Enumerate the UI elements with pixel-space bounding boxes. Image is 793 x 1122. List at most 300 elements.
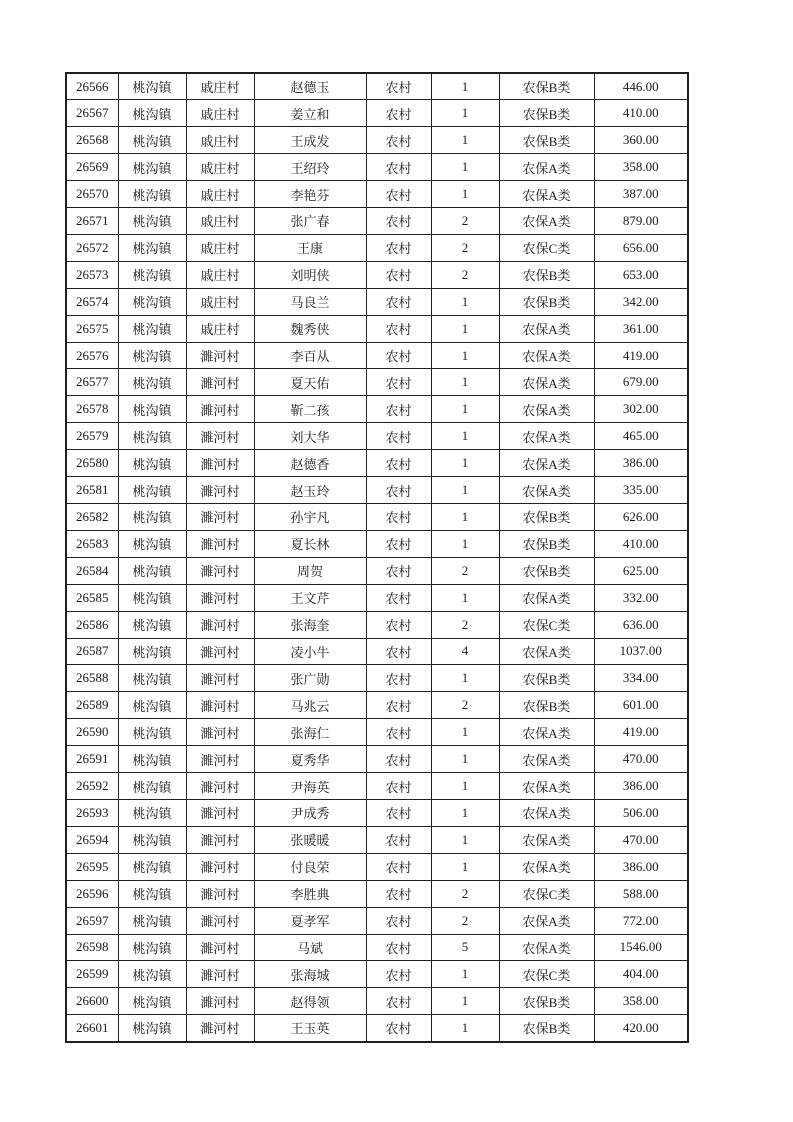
table-cell: 1 [431, 961, 499, 988]
table-cell: 濉河村 [186, 584, 254, 611]
table-cell: 戚庄村 [186, 315, 254, 342]
table-cell: 农村 [366, 773, 431, 800]
table-cell: 农村 [366, 154, 431, 181]
table-cell: 26589 [66, 692, 118, 719]
table-cell: 农保B类 [499, 504, 594, 531]
table-row [66, 557, 688, 584]
table-cell: 农保B类 [499, 73, 594, 100]
table-cell: 2 [431, 261, 499, 288]
table-cell: 桃沟镇 [118, 880, 186, 907]
table-cell: 桃沟镇 [118, 154, 186, 181]
table-cell: 1 [431, 504, 499, 531]
table-cell: 农保B类 [499, 288, 594, 315]
table-cell: 桃沟镇 [118, 611, 186, 638]
table-cell: 农村 [366, 396, 431, 423]
table-cell: 410.00 [594, 100, 688, 127]
table-cell: 靳二孩 [254, 396, 366, 423]
table-cell: 尹海英 [254, 773, 366, 800]
table-cell: 桃沟镇 [118, 719, 186, 746]
table-cell: 农村 [366, 1015, 431, 1042]
table-cell: 桃沟镇 [118, 100, 186, 127]
table-cell: 1 [431, 853, 499, 880]
table-cell: 农保A类 [499, 477, 594, 504]
table-cell: 农保A类 [499, 746, 594, 773]
table-cell: 桃沟镇 [118, 181, 186, 208]
data-table-body [66, 73, 688, 1042]
table-cell: 凌小牛 [254, 638, 366, 665]
table-cell: 濉河村 [186, 988, 254, 1015]
table-cell: 孙宇凡 [254, 504, 366, 531]
table-cell: 404.00 [594, 961, 688, 988]
table-cell: 桃沟镇 [118, 208, 186, 235]
table-cell: 夏长林 [254, 530, 366, 557]
table-cell: 濉河村 [186, 853, 254, 880]
table-cell: 1 [431, 530, 499, 557]
table-row [66, 342, 688, 369]
table-cell: 1 [431, 988, 499, 1015]
table-cell: 农村 [366, 961, 431, 988]
table-cell: 4 [431, 638, 499, 665]
table-cell: 772.00 [594, 907, 688, 934]
table-cell: 王康 [254, 234, 366, 261]
table-row [66, 961, 688, 988]
table-cell: 濉河村 [186, 369, 254, 396]
table-cell: 戚庄村 [186, 100, 254, 127]
table-cell: 桃沟镇 [118, 315, 186, 342]
table-row [66, 181, 688, 208]
table-cell: 588.00 [594, 880, 688, 907]
table-cell: 334.00 [594, 665, 688, 692]
table-cell: 26599 [66, 961, 118, 988]
table-cell: 26577 [66, 369, 118, 396]
table-cell: 王成发 [254, 127, 366, 154]
table-cell: 335.00 [594, 477, 688, 504]
table-cell: 桃沟镇 [118, 342, 186, 369]
table-cell: 5 [431, 934, 499, 961]
table-cell: 桃沟镇 [118, 504, 186, 531]
table-cell: 26569 [66, 154, 118, 181]
table-cell: 农村 [366, 73, 431, 100]
table-cell: 戚庄村 [186, 261, 254, 288]
table-cell: 1 [431, 315, 499, 342]
table-cell: 濉河村 [186, 773, 254, 800]
table-cell: 桃沟镇 [118, 477, 186, 504]
table-cell: 濉河村 [186, 342, 254, 369]
table-cell: 濉河村 [186, 934, 254, 961]
table-cell: 农村 [366, 530, 431, 557]
table-cell: 1 [431, 746, 499, 773]
table-cell: 农村 [366, 665, 431, 692]
table-cell: 1 [431, 826, 499, 853]
table-cell: 桃沟镇 [118, 907, 186, 934]
table-row [66, 154, 688, 181]
table-cell: 1 [431, 396, 499, 423]
table-cell: 1 [431, 773, 499, 800]
table-cell: 濉河村 [186, 907, 254, 934]
table-row [66, 880, 688, 907]
table-row [66, 261, 688, 288]
table-cell: 1 [431, 127, 499, 154]
table-cell: 农保B类 [499, 665, 594, 692]
table-cell: 濉河村 [186, 961, 254, 988]
table-cell: 农保A类 [499, 907, 594, 934]
table-cell: 农保A类 [499, 638, 594, 665]
table-cell: 桃沟镇 [118, 234, 186, 261]
table-row [66, 73, 688, 100]
table-cell: 农保A类 [499, 154, 594, 181]
table-row [66, 315, 688, 342]
table-cell: 26598 [66, 934, 118, 961]
table-cell: 桃沟镇 [118, 665, 186, 692]
table-cell: 361.00 [594, 315, 688, 342]
table-cell: 386.00 [594, 450, 688, 477]
table-cell: 桃沟镇 [118, 826, 186, 853]
table-cell: 26585 [66, 584, 118, 611]
table-cell: 342.00 [594, 288, 688, 315]
table-cell: 农保A类 [499, 826, 594, 853]
table-cell: 赵得领 [254, 988, 366, 1015]
table-cell: 26595 [66, 853, 118, 880]
table-cell: 农保B类 [499, 100, 594, 127]
table-cell: 26579 [66, 423, 118, 450]
table-cell: 2 [431, 907, 499, 934]
table-cell: 濉河村 [186, 799, 254, 826]
table-row [66, 584, 688, 611]
table-cell: 农保C类 [499, 234, 594, 261]
table-cell: 王文芹 [254, 584, 366, 611]
table-cell: 26590 [66, 719, 118, 746]
table-row [66, 934, 688, 961]
table-cell: 李胜典 [254, 880, 366, 907]
table-cell: 1 [431, 665, 499, 692]
table-cell: 26586 [66, 611, 118, 638]
table-cell: 26584 [66, 557, 118, 584]
table-cell: 农村 [366, 934, 431, 961]
table-cell: 农村 [366, 988, 431, 1015]
table-cell: 1 [431, 719, 499, 746]
table-row [66, 100, 688, 127]
table-cell: 879.00 [594, 208, 688, 235]
table-cell: 2 [431, 880, 499, 907]
table-cell: 农保A类 [499, 773, 594, 800]
table-cell: 387.00 [594, 181, 688, 208]
table-cell: 农村 [366, 234, 431, 261]
table-cell: 戚庄村 [186, 208, 254, 235]
table-cell: 农保A类 [499, 853, 594, 880]
table-cell: 2 [431, 234, 499, 261]
table-row [66, 773, 688, 800]
table-cell: 26575 [66, 315, 118, 342]
table-cell: 26570 [66, 181, 118, 208]
table-cell: 302.00 [594, 396, 688, 423]
table-row [66, 799, 688, 826]
table-cell: 农村 [366, 880, 431, 907]
table-cell: 1 [431, 369, 499, 396]
table-cell: 农村 [366, 450, 431, 477]
table-cell: 26601 [66, 1015, 118, 1042]
table-cell: 濉河村 [186, 746, 254, 773]
table-cell: 濉河村 [186, 504, 254, 531]
table-cell: 农村 [366, 826, 431, 853]
table-cell: 506.00 [594, 799, 688, 826]
table-cell: 农村 [366, 907, 431, 934]
table-row [66, 692, 688, 719]
table-cell: 张暖暖 [254, 826, 366, 853]
table-cell: 桃沟镇 [118, 557, 186, 584]
table-cell: 358.00 [594, 988, 688, 1015]
table-cell: 26566 [66, 73, 118, 100]
table-cell: 濉河村 [186, 638, 254, 665]
table-cell: 679.00 [594, 369, 688, 396]
table-cell: 李艳芬 [254, 181, 366, 208]
table-row [66, 746, 688, 773]
table-cell: 农保A类 [499, 315, 594, 342]
table-cell: 1 [431, 342, 499, 369]
table-cell: 桃沟镇 [118, 934, 186, 961]
table-row [66, 853, 688, 880]
table-row [66, 988, 688, 1015]
table-cell: 农村 [366, 127, 431, 154]
table-row [66, 611, 688, 638]
table-cell: 农村 [366, 692, 431, 719]
table-row [66, 208, 688, 235]
table-cell: 桃沟镇 [118, 961, 186, 988]
table-cell: 2 [431, 611, 499, 638]
table-cell: 桃沟镇 [118, 799, 186, 826]
table-cell: 濉河村 [186, 880, 254, 907]
table-cell: 农保C类 [499, 611, 594, 638]
table-cell: 26588 [66, 665, 118, 692]
table-cell: 付良荣 [254, 853, 366, 880]
table-cell: 1 [431, 181, 499, 208]
table-cell: 尹成秀 [254, 799, 366, 826]
table-cell: 625.00 [594, 557, 688, 584]
table-cell: 656.00 [594, 234, 688, 261]
table-cell: 26591 [66, 746, 118, 773]
table-cell: 马良兰 [254, 288, 366, 315]
table-cell: 1 [431, 288, 499, 315]
table-cell: 农村 [366, 342, 431, 369]
table-row [66, 288, 688, 315]
table-cell: 赵德香 [254, 450, 366, 477]
document-page-table-region [65, 72, 689, 1043]
table-row [66, 369, 688, 396]
table-row [66, 477, 688, 504]
table-cell: 26582 [66, 504, 118, 531]
table-cell: 332.00 [594, 584, 688, 611]
table-cell: 386.00 [594, 853, 688, 880]
table-cell: 358.00 [594, 154, 688, 181]
table-cell: 濉河村 [186, 826, 254, 853]
table-cell: 农保A类 [499, 719, 594, 746]
table-cell: 26580 [66, 450, 118, 477]
table-cell: 农保A类 [499, 396, 594, 423]
table-cell: 农保A类 [499, 934, 594, 961]
table-cell: 赵玉玲 [254, 477, 366, 504]
table-cell: 李百从 [254, 342, 366, 369]
table-cell: 王绍玲 [254, 154, 366, 181]
table-cell: 26594 [66, 826, 118, 853]
table-cell: 1 [431, 154, 499, 181]
table-cell: 农村 [366, 746, 431, 773]
table-cell: 26593 [66, 799, 118, 826]
table-cell: 410.00 [594, 530, 688, 557]
table-cell: 26596 [66, 880, 118, 907]
table-cell: 2 [431, 208, 499, 235]
table-cell: 赵德玉 [254, 73, 366, 100]
table-cell: 农村 [366, 853, 431, 880]
table-row [66, 504, 688, 531]
table-cell: 446.00 [594, 73, 688, 100]
table-cell: 1 [431, 100, 499, 127]
table-cell: 濉河村 [186, 1015, 254, 1042]
table-cell: 濉河村 [186, 450, 254, 477]
table-cell: 农村 [366, 584, 431, 611]
table-cell: 26568 [66, 127, 118, 154]
table-cell: 桃沟镇 [118, 584, 186, 611]
table-cell: 419.00 [594, 719, 688, 746]
table-cell: 1 [431, 423, 499, 450]
table-cell: 26597 [66, 907, 118, 934]
table-cell: 农保C类 [499, 880, 594, 907]
table-cell: 636.00 [594, 611, 688, 638]
table-cell: 桃沟镇 [118, 127, 186, 154]
table-cell: 桃沟镇 [118, 450, 186, 477]
table-cell: 26574 [66, 288, 118, 315]
table-cell: 1 [431, 584, 499, 611]
table-cell: 王玉英 [254, 1015, 366, 1042]
table-cell: 农村 [366, 288, 431, 315]
table-cell: 濉河村 [186, 396, 254, 423]
table-cell: 桃沟镇 [118, 288, 186, 315]
table-cell: 张广春 [254, 208, 366, 235]
table-cell: 刘大华 [254, 423, 366, 450]
table-cell: 农村 [366, 100, 431, 127]
table-row [66, 907, 688, 934]
table-cell: 420.00 [594, 1015, 688, 1042]
table-cell: 张海仁 [254, 719, 366, 746]
table-cell: 26587 [66, 638, 118, 665]
table-cell: 26571 [66, 208, 118, 235]
table-cell: 农保B类 [499, 1015, 594, 1042]
table-cell: 农村 [366, 315, 431, 342]
table-cell: 濉河村 [186, 692, 254, 719]
table-row [66, 450, 688, 477]
table-cell: 农村 [366, 557, 431, 584]
table-cell: 戚庄村 [186, 127, 254, 154]
table-cell: 1 [431, 450, 499, 477]
table-cell: 26573 [66, 261, 118, 288]
table-row [66, 665, 688, 692]
table-cell: 马兆云 [254, 692, 366, 719]
table-cell: 濉河村 [186, 530, 254, 557]
table-row [66, 719, 688, 746]
table-cell: 刘明侠 [254, 261, 366, 288]
table-cell: 桃沟镇 [118, 853, 186, 880]
table-cell: 农村 [366, 423, 431, 450]
table-cell: 470.00 [594, 826, 688, 853]
table-cell: 26567 [66, 100, 118, 127]
table-cell: 农保A类 [499, 342, 594, 369]
table-cell: 桃沟镇 [118, 423, 186, 450]
table-cell: 桃沟镇 [118, 638, 186, 665]
table-cell: 26581 [66, 477, 118, 504]
table-cell: 周贺 [254, 557, 366, 584]
table-cell: 桃沟镇 [118, 396, 186, 423]
table-cell: 26583 [66, 530, 118, 557]
table-cell: 1037.00 [594, 638, 688, 665]
table-cell: 农村 [366, 261, 431, 288]
data-table [65, 72, 689, 1043]
table-cell: 1 [431, 73, 499, 100]
table-cell: 桃沟镇 [118, 530, 186, 557]
table-cell: 1 [431, 1015, 499, 1042]
table-row [66, 638, 688, 665]
table-cell: 马斌 [254, 934, 366, 961]
table-row [66, 396, 688, 423]
table-cell: 张海奎 [254, 611, 366, 638]
table-cell: 桃沟镇 [118, 746, 186, 773]
table-cell: 农保B类 [499, 692, 594, 719]
table-cell: 农保A类 [499, 369, 594, 396]
table-cell: 农保A类 [499, 584, 594, 611]
table-cell: 农保A类 [499, 208, 594, 235]
table-row [66, 530, 688, 557]
table-cell: 戚庄村 [186, 154, 254, 181]
table-cell: 桃沟镇 [118, 73, 186, 100]
table-cell: 农村 [366, 504, 431, 531]
table-cell: 农保C类 [499, 961, 594, 988]
table-row [66, 234, 688, 261]
table-cell: 夏孝军 [254, 907, 366, 934]
table-cell: 桃沟镇 [118, 1015, 186, 1042]
table-cell: 桃沟镇 [118, 773, 186, 800]
table-cell: 农村 [366, 611, 431, 638]
table-cell: 农保B类 [499, 530, 594, 557]
table-cell: 1546.00 [594, 934, 688, 961]
table-cell: 465.00 [594, 423, 688, 450]
table-cell: 26572 [66, 234, 118, 261]
table-cell: 张广勋 [254, 665, 366, 692]
table-row [66, 826, 688, 853]
table-cell: 农村 [366, 369, 431, 396]
table-cell: 戚庄村 [186, 288, 254, 315]
table-cell: 戚庄村 [186, 181, 254, 208]
table-cell: 魏秀侠 [254, 315, 366, 342]
table-cell: 桃沟镇 [118, 692, 186, 719]
table-cell: 戚庄村 [186, 73, 254, 100]
table-cell: 桃沟镇 [118, 261, 186, 288]
table-cell: 626.00 [594, 504, 688, 531]
table-cell: 农保B类 [499, 988, 594, 1015]
table-cell: 夏天佑 [254, 369, 366, 396]
table-cell: 农保A类 [499, 450, 594, 477]
table-cell: 农村 [366, 638, 431, 665]
table-cell: 26592 [66, 773, 118, 800]
table-cell: 653.00 [594, 261, 688, 288]
table-cell: 桃沟镇 [118, 988, 186, 1015]
table-cell: 470.00 [594, 746, 688, 773]
table-cell: 桃沟镇 [118, 369, 186, 396]
table-cell: 农保A类 [499, 799, 594, 826]
table-cell: 1 [431, 799, 499, 826]
table-row [66, 1015, 688, 1042]
table-cell: 26576 [66, 342, 118, 369]
table-row [66, 423, 688, 450]
table-cell: 姜立和 [254, 100, 366, 127]
table-cell: 农保B类 [499, 261, 594, 288]
table-cell: 农保A类 [499, 423, 594, 450]
